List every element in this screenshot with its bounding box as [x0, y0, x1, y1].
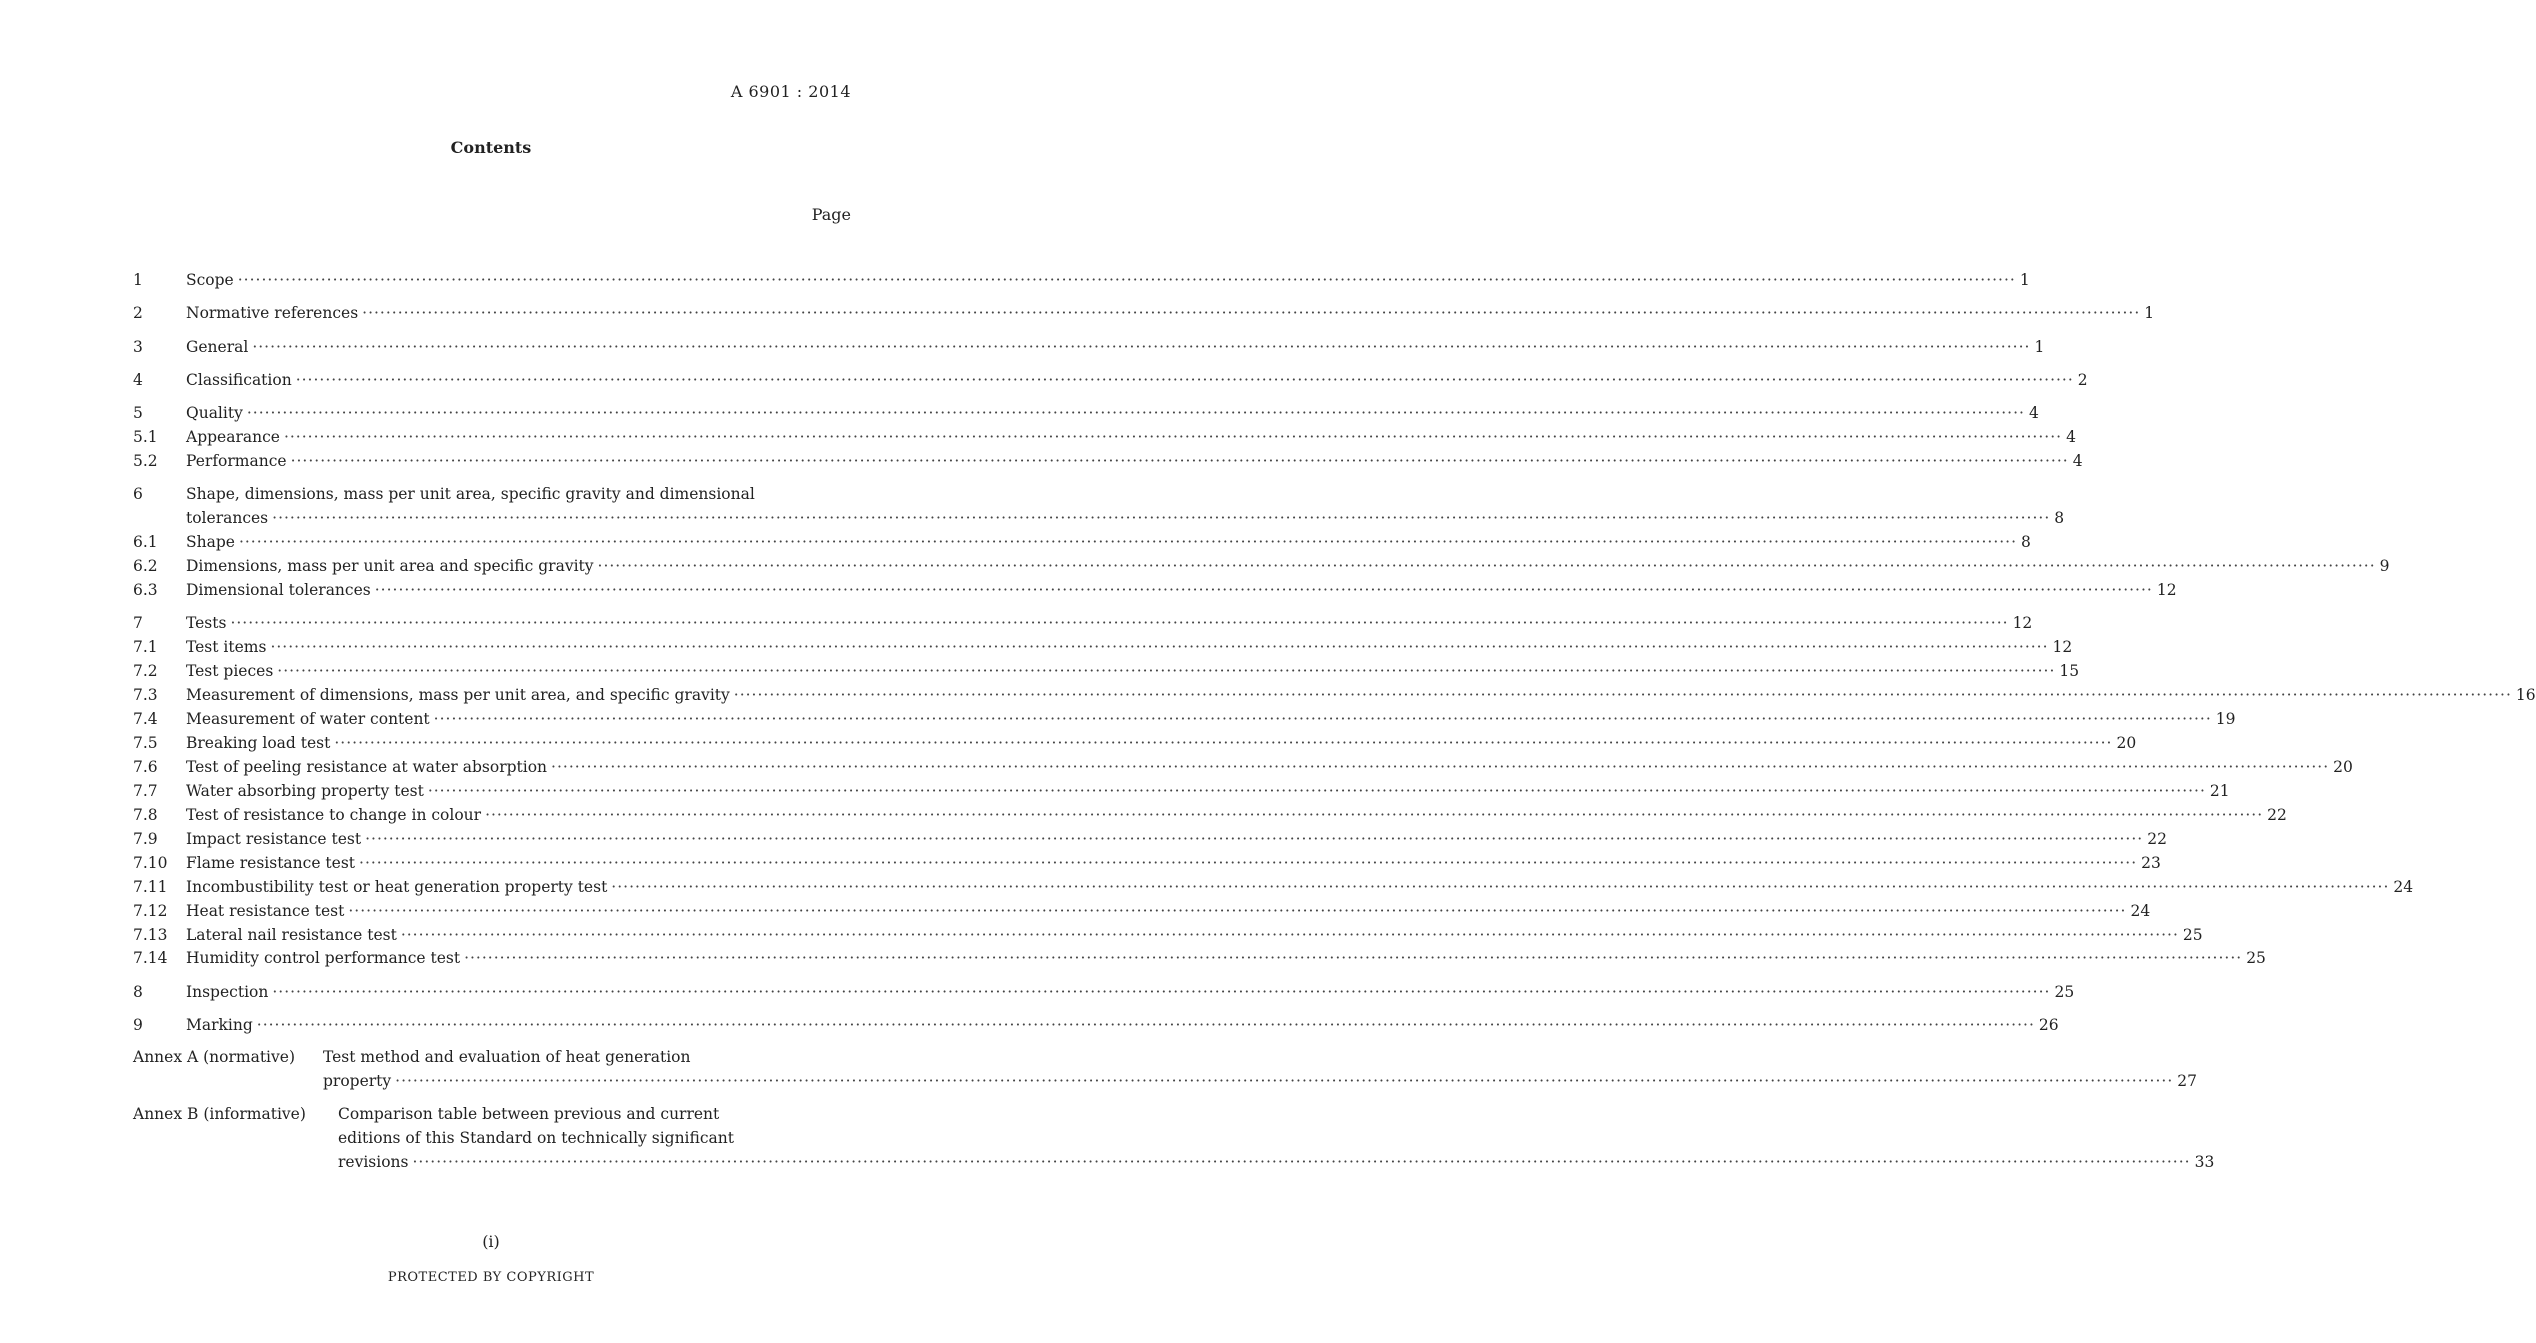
annex-title-last-line[interactable]: [133, 1069, 2197, 1093]
entry-title: tolerances: [186, 509, 269, 527]
entry-label-line: [186, 899, 2151, 923]
leader-dots: ············································································································································································································································································································: [277, 662, 2056, 680]
entry-title: Measurement of water content: [186, 710, 430, 728]
entry-label-line: [186, 449, 2083, 473]
toc-entry[interactable]: [133, 659, 2080, 683]
toc-entry[interactable]: [133, 635, 2073, 659]
annex-name: Annex A (normative): [133, 1048, 295, 1066]
leader-dots: ············································································································································································································································································································: [427, 782, 2206, 800]
entry-label-line: [186, 755, 2353, 779]
entry-label-line: [186, 779, 2230, 803]
toc-entry[interactable]: [133, 530, 2031, 554]
entry-number: 7.1: [133, 638, 158, 656]
entry-label-line: [186, 530, 2031, 554]
entry-title: property: [323, 1072, 392, 1090]
entry-title: Shape: [186, 533, 235, 551]
toc-entry[interactable]: [133, 923, 2203, 947]
entry-label-line: [186, 635, 2073, 659]
entry-label-line: [186, 875, 2414, 899]
entry-title: Breaking load test: [186, 734, 331, 752]
entry-number: 7.10: [133, 854, 168, 872]
toc-entry[interactable]: [133, 401, 2039, 425]
leader-dots: ············································································································································································································································································································: [597, 557, 2376, 575]
entry-page: 8: [2021, 533, 2031, 551]
entry-number: 1: [133, 271, 143, 289]
entry-label-line: [186, 368, 2088, 392]
entry-label-line: [186, 683, 2536, 707]
entry-label-line: [186, 946, 2266, 970]
standard-number: A 6901 : 2014: [730, 82, 851, 101]
leader-dots: ············································································································································································································································································································: [395, 1072, 2174, 1090]
entry-number: 7.3: [133, 686, 158, 704]
leader-dots: ············································································································································································································································································································: [272, 983, 2051, 1001]
toc-entry[interactable]: [133, 707, 2236, 731]
entry-number: 3: [133, 338, 143, 356]
entry-label-line: [186, 731, 2137, 755]
entry-page: 2: [2077, 371, 2088, 389]
toc-entry[interactable]: [133, 611, 2033, 635]
entry-label-line: [186, 401, 2039, 425]
entry-title: Test of resistance to change in colour: [186, 806, 482, 824]
entry-title: Normative references: [186, 304, 359, 322]
leader-dots: ············································································································································································································································································································: [270, 638, 2049, 656]
entry-page: 25: [2246, 949, 2266, 967]
entry-page: 16: [2515, 686, 2536, 704]
entry-label-line: [186, 707, 2236, 731]
toc-entry[interactable]: [133, 449, 2083, 473]
entry-title: Appearance: [186, 428, 280, 446]
entry-page: 21: [2209, 782, 2230, 800]
entry-title: revisions: [338, 1153, 409, 1171]
entry-title: Scope: [186, 271, 234, 289]
toc-entry[interactable]: [133, 851, 2161, 875]
entry-page: 15: [2059, 662, 2080, 680]
leader-dots: ············································································································································································································································································································: [246, 404, 2025, 422]
entry-number: 7.8: [133, 806, 158, 824]
entry-number: 7.9: [133, 830, 158, 848]
annex-title-last-line[interactable]: [133, 1150, 2215, 1174]
entry-number: 7.4: [133, 710, 158, 728]
entry-title: Humidity control performance test: [186, 949, 461, 967]
page-number: (i): [482, 1232, 500, 1251]
entry-page: 1: [2019, 271, 2030, 289]
leader-dots: ············································································································································································································································································································: [283, 428, 2063, 446]
toc-entry[interactable]: [133, 899, 2151, 923]
entry-number: 7.7: [133, 782, 158, 800]
leader-dots: ············································································································································································································································································································: [290, 452, 2069, 470]
entry-number: 9: [133, 1016, 143, 1034]
entry-title: Test of peeling resistance at water absorption: [186, 758, 548, 776]
entry-page: 12: [2012, 614, 2033, 632]
entry-title: Impact resistance test: [186, 830, 362, 848]
leader-dots: ············································································································································································································································································································: [362, 304, 2141, 322]
entry-number: 5.1: [133, 428, 158, 446]
entry-label-line: [186, 803, 2287, 827]
entry-page: 20: [2333, 758, 2353, 776]
entry-number: 7: [133, 614, 143, 632]
leader-dots: ············································································································································································································································································································: [237, 271, 2016, 289]
entry-number: 7.5: [133, 734, 158, 752]
toc-entry[interactable]: [133, 803, 2287, 827]
page-title: Contents: [450, 138, 532, 157]
entry-title: Performance: [186, 452, 287, 470]
entry-number: 5: [133, 404, 143, 422]
leader-dots: ············································································································································································································································································································: [611, 878, 2390, 896]
entry-title: General: [186, 338, 249, 356]
entry-page: 22: [2147, 830, 2167, 848]
entry-page: 24: [2130, 902, 2151, 920]
annex-title-line: [133, 1045, 833, 1069]
leader-dots: ············································································································································································································································································································: [238, 533, 2018, 551]
leader-dots: ············································································································································································································································································································: [365, 830, 2144, 848]
toc-entry[interactable]: [133, 482, 833, 506]
toc-entry[interactable]: [133, 946, 2266, 970]
toc-entry[interactable]: [133, 683, 2536, 707]
leader-dots: ············································································································································································································································································································: [295, 371, 2074, 389]
entry-number: 7.6: [133, 758, 158, 776]
entry-title: Dimensional tolerances: [186, 581, 371, 599]
copyright-notice: PROTECTED BY COPYRIGHT: [387, 1270, 595, 1285]
annex-title-line: [133, 1102, 833, 1126]
entry-page: 4: [2028, 404, 2039, 422]
entry-label-line: [186, 335, 2045, 359]
entry-label-line: [186, 827, 2167, 851]
leader-dots: ············································································································································································································································································································: [412, 1153, 2191, 1171]
leader-dots: ············································································································································································································································································································: [374, 581, 2153, 599]
entry-number: 8: [133, 983, 143, 1001]
entry-title: Test pieces: [186, 662, 274, 680]
toc-entry[interactable]: [133, 335, 2045, 359]
toc-entry[interactable]: [133, 755, 2353, 779]
entry-number: 6.3: [133, 581, 158, 599]
toc-entry[interactable]: [133, 779, 2230, 803]
entry-page: 1: [2034, 338, 2045, 356]
entry-title: Flame resistance test: [186, 854, 356, 872]
page-column-label: Page: [811, 205, 851, 224]
toc-entry[interactable]: [133, 368, 2088, 392]
entry-number: 7.11: [133, 878, 168, 896]
entry-page: 22: [2267, 806, 2287, 824]
leader-dots: ············································································································································································································································································································: [272, 509, 2051, 527]
entry-label-line: [323, 1069, 2197, 1093]
entry-title: Lateral nail resistance test: [186, 926, 397, 944]
leader-dots: ············································································································································································································································································································: [400, 926, 2179, 944]
entry-title: Measurement of dimensions, mass per unit area, and specific gravity: [186, 686, 730, 704]
entry-label-line: [186, 659, 2080, 683]
annex-title: editions of this Standard on technically significant: [338, 1129, 734, 1147]
leader-dots: ············································································································································································································································································································: [256, 1016, 2035, 1034]
entry-title: Test items: [186, 638, 267, 656]
entry-title: Tests: [186, 614, 227, 632]
entry-page: 20: [2116, 734, 2137, 752]
entry-page: 12: [2052, 638, 2073, 656]
annex-title-line: [133, 1126, 833, 1150]
entry-number: 5.2: [133, 452, 158, 470]
entry-title: Inspection: [186, 983, 269, 1001]
entry-page: 23: [2141, 854, 2161, 872]
toc-entry[interactable]: [133, 731, 2137, 755]
entry-label-line: [186, 268, 2030, 292]
entry-title: Classification: [186, 371, 292, 389]
entry-number: 6.2: [133, 557, 158, 575]
entry-number: 4: [133, 371, 143, 389]
entry-page: 25: [2054, 983, 2075, 1001]
entry-page: 19: [2215, 710, 2236, 728]
annex-title: Test method and evaluation of heat generation: [323, 1048, 691, 1066]
leader-dots: ············································································································································································································································································································: [464, 949, 2243, 967]
annex-title: Comparison table between previous and current: [338, 1105, 720, 1123]
toc-entry[interactable]: [133, 1013, 2059, 1037]
entry-title: Dimensions, mass per unit area and specific gravity: [186, 557, 594, 575]
toc-entry[interactable]: [133, 827, 2167, 851]
leader-dots: ············································································································································································································································································································: [252, 338, 2031, 356]
entry-page: 33: [2194, 1153, 2215, 1171]
entry-number: 7.14: [133, 949, 168, 967]
entry-title: Water absorbing property test: [186, 782, 424, 800]
entry-page: 12: [2156, 581, 2177, 599]
entry-title: Incombustibility test or heat generation property test: [186, 878, 608, 896]
entry-number: 6: [133, 485, 143, 503]
toc-entry[interactable]: [133, 554, 2390, 578]
toc-entry[interactable]: [133, 980, 2075, 1004]
leader-dots: ············································································································································································································································································································: [359, 854, 2138, 872]
leader-dots: ············································································································································································································································································································: [551, 758, 2330, 776]
leader-dots: ············································································································································································································································································································: [230, 614, 2009, 632]
entry-page: 4: [2066, 428, 2076, 446]
entry-title: Heat resistance test: [186, 902, 345, 920]
entry-page: 26: [2038, 1016, 2059, 1034]
toc-entry[interactable]: [133, 425, 2076, 449]
entry-number: 7.12: [133, 902, 168, 920]
entry-label-line: [186, 923, 2203, 947]
entry-page: 25: [2182, 926, 2203, 944]
entry-page: 9: [2379, 557, 2390, 575]
toc-entry[interactable]: [133, 578, 2177, 602]
entry-page: 27: [2177, 1072, 2197, 1090]
entry-label-line: [186, 980, 2075, 1004]
annex-name: Annex B (informative): [133, 1105, 306, 1123]
entry-title: Quality: [186, 404, 243, 422]
entry-label-line: [186, 611, 2033, 635]
entry-label-line: [186, 1013, 2059, 1037]
leader-dots: ············································································································································································································································································································: [348, 902, 2127, 920]
entry-label-line: [186, 301, 2155, 325]
leader-dots: ············································································································································································································································································································: [334, 734, 2113, 752]
toc-entry-continuation[interactable]: [133, 506, 2065, 530]
leader-dots: ············································································································································································································································································································: [733, 686, 2512, 704]
entry-page: 24: [2393, 878, 2414, 896]
leader-dots: ············································································································································································································································································································: [433, 710, 2212, 728]
entry-title: Shape, dimensions, mass per unit area, specific gravity and dimensional: [186, 485, 755, 503]
entry-number: 6.1: [133, 533, 158, 551]
toc-entry[interactable]: [133, 301, 2155, 325]
entry-page: 4: [2072, 452, 2083, 470]
entry-label-line: [186, 506, 2065, 530]
entry-title: Marking: [186, 1016, 253, 1034]
entry-number: 7.2: [133, 662, 158, 680]
entry-page: 8: [2054, 509, 2065, 527]
toc-entry[interactable]: [133, 268, 2030, 292]
leader-dots: ············································································································································································································································································································: [485, 806, 2264, 824]
entry-label-line: [338, 1150, 2215, 1174]
toc-entry[interactable]: [133, 875, 2414, 899]
entry-label-line: [186, 578, 2177, 602]
entry-label-line: [186, 554, 2390, 578]
entry-page: 1: [2144, 304, 2155, 322]
entry-label-line: [186, 425, 2076, 449]
entry-number: 7.13: [133, 926, 168, 944]
entry-number: 2: [133, 304, 143, 322]
entry-label-line: [186, 851, 2161, 875]
